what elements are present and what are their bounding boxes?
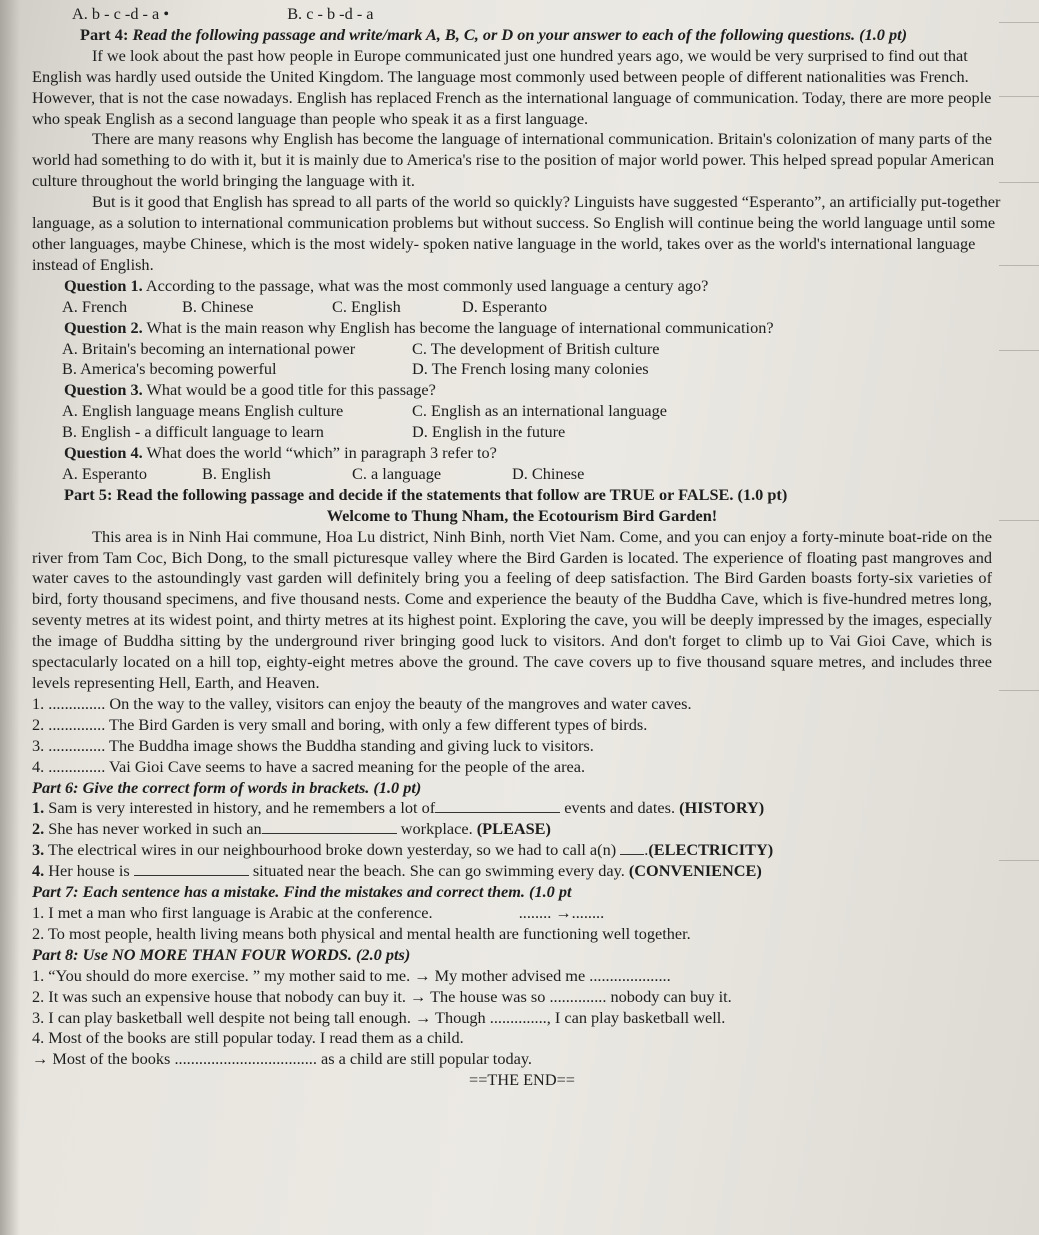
option-c: C. The development of British culture <box>412 338 660 358</box>
question-text: What does the world “which” in paragraph 3 refer to? <box>146 443 497 463</box>
sentence-start: The electrical wires in our neighbourhood broke down yesterday, so we had to call a(n) <box>48 840 617 860</box>
question-label: Question 3. <box>64 380 143 400</box>
part4-paragraph-3: But is it good that English has spread to all parts of the world so quickly? Linguists have suggested “Esperanto”, an artificially put-together language, as a solution to international communication problems but without success. So English will continue being the world language until some other languages, maybe Chinese, which is the most widely- spoken native language in the world, takes over as the world's international language instead of English. <box>32 192 1001 274</box>
part7-item-2: 2. To most people, health living means both physical and mental health are functioning well together. <box>32 923 691 943</box>
statement-text: On the way to the valley, visitors can enjoy the beauty of the mangroves and water caves. <box>109 693 692 713</box>
correction-blank[interactable]: ........ →........ <box>518 902 605 922</box>
part4-paragraph-1: If we look about the past how people in Europe communicated just one hundred years ago, we would be very surprised to find out that English was hardly used outside the United Kingdom. The language most commonly used between people of different nationalities was French. However, that is not the case nowadays. English has replaced French as the international language of communication. Today, there are more people who speak English as a second language than people who speak it as a first language. <box>32 45 992 128</box>
word-cue: (HISTORY) <box>679 798 765 818</box>
top-option-b: B. c - b -d - a <box>287 4 374 23</box>
option-a: A. French <box>62 296 128 316</box>
part8-item-4-rewrite <box>32 1049 1012 1070</box>
part8-item-3 <box>32 1008 1012 1029</box>
sentence-start: Sam is very interested in history, and he remembers a lot of <box>48 798 436 818</box>
question-4-options <box>32 464 1012 485</box>
question-label: Question 2. <box>64 317 143 337</box>
answer-blank[interactable]: 3. .............. <box>32 735 106 755</box>
word-cue: (CONVENIENCE) <box>628 861 762 881</box>
option-b: B. America's becoming powerful <box>62 359 277 379</box>
sentence-end: workplace. <box>400 819 473 839</box>
part5-header: Part 5: Read the following passage and decide if the statements that follow are TRUE or FALSE. (1.0 pt) <box>64 484 788 504</box>
question-2-options <box>32 339 1012 381</box>
part6-item-1 <box>32 798 1012 819</box>
answer-blank[interactable] <box>620 854 644 855</box>
word-cue: (ELECTRICITY) <box>648 840 774 860</box>
option-c: C. English <box>332 296 401 316</box>
answer-blank[interactable]: 1. .............. <box>32 693 106 713</box>
answer-blank[interactable]: .................... <box>589 965 671 985</box>
part4-paragraph-2: There are many reasons why English has become the language of international communication. Britain's colonization of many parts of the world had something to do with it, but it is mainly due to America's rise to the position of major world power. This helped spread popular American culture throughout the world bringing the language with it. <box>32 129 995 191</box>
question-1-options <box>32 297 1012 318</box>
part5-item-4 <box>32 757 1012 778</box>
worksheet-content <box>32 4 1012 1091</box>
item-number: 4. <box>32 861 45 881</box>
sentence-text: 1. “You should do more exercise. ” my mother said to me. → My mother advised me <box>32 965 586 985</box>
question-text: According to the passage, what was the most commonly used language a century ago? <box>145 275 709 295</box>
the-end-marker: ==THE END== <box>469 1070 575 1090</box>
part7-header: Part 7: Each sentence has a mistake. Find the mistakes and correct them. (1.0 pt <box>32 882 572 902</box>
part8-item-2 <box>32 987 1012 1008</box>
part4-header <box>80 25 1012 46</box>
part8-header: Part 8: Use NO MORE THAN FOUR WORDS. (2.0 pts) <box>32 944 411 964</box>
part6-item-3 <box>32 840 1012 861</box>
sentence-text: → Most of the books <box>32 1049 171 1069</box>
sentence-start: She has never worked in such an <box>48 819 262 839</box>
part8-item-1 <box>32 966 1012 987</box>
sentence-end: . <box>644 840 649 860</box>
answer-blank[interactable]: .............. nobody can buy it. <box>549 986 732 1006</box>
part5-passage: This area is in Ninh Hai commune, Hoa Lu district, Ninh Binh, north Viet Nam. Come, and you can enjoy a forty-minute boat-ride on the river from Tam Coc, Bich Dong, to the small picturesque valley where the Bird Garden is located. The experience of floating past mangroves and water caves to the astoundingly vast garden will definitely bring you a feeling of deep satisfaction. The Bird Garden boasts forty-six varieties of bird, forty thousand specimens, and five thousand nests. Come and experience the beauty of the Buddha Cave, which is five-hundred metres long, seventy metres at its widest point, and thirty metres at its highest point. Exploring the cave, you will be deeply impressed by the images, especially the image of Buddha sitting by the underground river bringing good luck to visitors. And don't forget to climb up to Vai Gioi Cave, which is spectacularly located on a hill top, eighty-eight metres above the ground. The cave covers up to five thousand square metres, and includes three levels representing Hell, Earth, and Heaven. <box>32 526 992 692</box>
part8-item-4 <box>32 1028 1012 1049</box>
answer-blank[interactable]: 2. .............. <box>32 714 106 734</box>
sentence-text: 3. I can play basketball well despite not being tall enough. → Though <box>32 1007 486 1027</box>
option-d: D. The French losing many colonies <box>412 359 649 379</box>
sentence-text: 1. I met a man who first language is Arabic at the conference. <box>32 902 433 922</box>
sentence-end: situated near the beach. She can go swimming every day. <box>252 861 625 881</box>
answer-blank[interactable] <box>435 812 560 813</box>
item-number: 3. <box>32 840 45 860</box>
item-number: 1. <box>32 798 45 818</box>
option-d: D. Chinese <box>512 463 585 483</box>
answer-blank[interactable]: 4. .............. <box>32 756 106 776</box>
option-b: B. Chinese <box>182 296 254 316</box>
option-b: B. English - a difficult language to learn <box>62 422 324 442</box>
sentence-text: 2. It was such an expensive house that nobody can buy it. → The house was so <box>32 986 546 1006</box>
item-number: 2. <box>32 819 45 839</box>
sentence-end: events and dates. <box>564 798 676 818</box>
statement-text: The Bird Garden is very small and boring, with only a few different types of birds. <box>109 714 648 734</box>
question-1 <box>64 276 1012 297</box>
part5-item-2 <box>32 715 1012 736</box>
part5-item-1 <box>32 694 1012 715</box>
answer-blank[interactable] <box>134 875 249 876</box>
word-cue: (PLEASE) <box>476 819 551 839</box>
option-d: D. Esperanto <box>462 296 547 316</box>
part7-item-1 <box>32 903 1012 924</box>
top-answer-line <box>32 4 1012 25</box>
question-3-options <box>32 401 1012 443</box>
part5-title: Welcome to Thung Nham, the Ecotourism Bird Garden! <box>326 505 718 525</box>
part5-item-3 <box>32 736 1012 757</box>
question-label: Question 1. <box>64 275 143 295</box>
option-c: C. English as an international language <box>412 401 668 421</box>
question-3 <box>64 380 1012 401</box>
statement-text: The Buddha image shows the Buddha standing and giving luck to visitors. <box>109 735 594 755</box>
question-text: What would be a good title for this passage? <box>146 380 436 400</box>
question-label: Question 4. <box>64 443 143 463</box>
part6-header: Part 6: Give the correct form of words in brackets. (1.0 pt) <box>32 777 422 797</box>
answer-blank[interactable]: .............., I can play basketball well. <box>489 1007 726 1027</box>
part4-instruction: Read the following passage and write/mark A, B, C, or D on your answer to each of the following questions. (1.0 pt) <box>132 24 908 44</box>
answer-blank[interactable] <box>262 833 397 834</box>
option-d: D. English in the future <box>412 422 566 442</box>
question-4 <box>64 443 1012 464</box>
part6-item-2 <box>32 819 1012 840</box>
question-2 <box>64 318 1012 339</box>
part6-item-4 <box>32 861 1012 882</box>
option-a: A. Esperanto <box>62 463 147 483</box>
top-option-a: A. b - c -d - a • <box>72 4 170 23</box>
page-fold-shadow <box>0 0 20 1235</box>
option-c: C. a language <box>352 463 442 483</box>
sentence-text: 4. Most of the books are still popular today. I read them as a child. <box>32 1028 464 1048</box>
sentence-start: Her house is <box>48 861 130 881</box>
option-a: A. English language means English culture <box>62 401 344 421</box>
question-text: What is the main reason why English has become the language of international communication? <box>146 317 774 337</box>
option-b: B. English <box>202 463 271 483</box>
statement-text: Vai Gioi Cave seems to have a sacred meaning for the people of the area. <box>109 756 586 776</box>
answer-blank[interactable]: ................................... as a child are still popular today. <box>174 1049 532 1069</box>
part4-label: Part 4: <box>80 24 129 44</box>
option-a: A. Britain's becoming an international power <box>62 338 356 358</box>
